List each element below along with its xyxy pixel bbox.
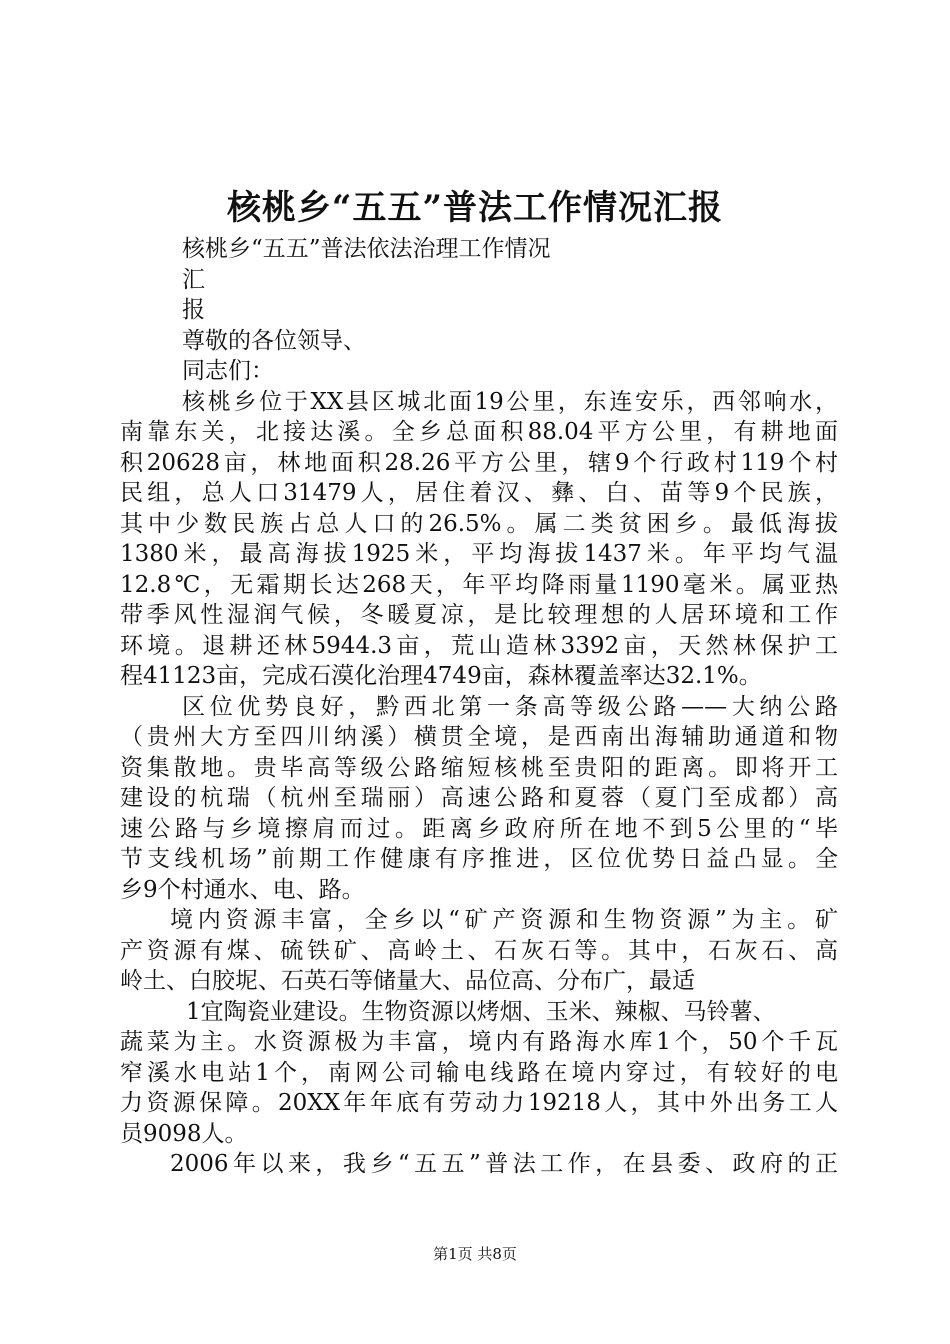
paragraph-line: 境内资源丰富，全乡以“矿产资源和生物资源”为主。矿 [170, 907, 838, 933]
paragraph-line: 环境。退耕还林5944.3亩，荒山造林3392亩，天然林保护工 [120, 632, 838, 659]
paragraph-line: 1380米，最高海拔1925米，平均海拔1437米。年平均气温 [120, 541, 838, 567]
paragraph-line: 带季风性湿润气候，冬暖夏凉，是比较理想的人居环境和工作 [120, 602, 838, 628]
paragraph-line: 民组，总人口31479人，居住着汉、彝、白、苗等9个民族， [120, 480, 838, 506]
paragraph-line: 资集散地。贵毕高等级公路缩短核桃至贵阳的距离。即将开工 [120, 754, 838, 781]
paragraph-line: 南靠东关，北接达溪。全乡总面积88.04平方公里，有耕地面 [120, 419, 838, 445]
paragraph-line: 积20628亩，林地面积28.26平方公里，辖9个行政村119个村 [120, 449, 838, 476]
document-title: 核桃乡“五五”普法工作情况汇报 [226, 188, 724, 228]
paragraph-line: 窄溪水电站1个，南网公司输电线路在境内穿过，有较好的电 [120, 1059, 838, 1086]
paragraph-line: 区位优势良好，黔西北第一条高等级公路——大纳公路 [182, 693, 838, 720]
paragraph-line: （贵州大方至四川纳溪）横贯全境，是西南出海辅助通道和物 [120, 724, 838, 750]
paragraph-line: 2006年以来，我乡“五五”普法工作，在县委、政府的正 [170, 1151, 838, 1177]
paragraph-line: 速公路与乡境擦肩而过。距离乡政府所在地不到5公里的“毕 [120, 815, 838, 842]
paragraph-line: 建设的杭瑞（杭州至瑞丽）高速公路和夏蓉（夏门至成都）高 [120, 785, 838, 811]
paragraph-line: 力资源保障。20XX年年底有劳动力19218人，其中外出务工人 [120, 1090, 838, 1116]
paragraph-line: 程41123亩，完成石漠化治理4749亩，森林覆盖率达32.1%。 [120, 663, 762, 689]
document-body [120, 234, 838, 1180]
subtitle-line: 核桃乡“五五”普法依法治理工作情况 [182, 236, 551, 262]
subtitle-line: 报 [182, 297, 205, 323]
paragraph-line: 产资源有煤、硫铁矿、高岭土、石灰石等。其中，石灰石、高 [120, 937, 838, 964]
paragraph-line: 乡9个村通水、电、路。 [120, 876, 365, 903]
salutation-line: 同志们： [182, 358, 274, 384]
salutation-line: 尊敬的各位领导、 [182, 327, 366, 354]
page-footer: 第1页 共8页 [433, 1245, 517, 1263]
paragraph-line: 岭土、白胶坭、石英石等储量大、品位高、分布广，最适 [120, 968, 695, 994]
paragraph-line: 1宜陶瓷业建设。生物资源以烤烟、玉米、辣椒、马铃薯、 [186, 998, 776, 1025]
paragraph-line: 员9098人。 [120, 1120, 248, 1147]
paragraph-line: 核桃乡位于XX县区城北面19公里，东连安乐，西邻响水， [182, 388, 838, 415]
paragraph-line: 其中少数民族占总人口的26.5%。属二类贫困乡。最低海拔 [120, 510, 838, 537]
paragraph-line: 节支线机场”前期工作健康有序推进，区位优势日益凸显。全 [120, 846, 838, 872]
subtitle-line: 汇 [182, 266, 205, 293]
paragraph-line: 12.8℃，无霜期长达268天，年平均降雨量1190毫米。属亚热 [120, 571, 838, 598]
paragraph-line: 蔬菜为主。水资源极为丰富，境内有路海水库1个，50个千瓦 [120, 1029, 838, 1055]
